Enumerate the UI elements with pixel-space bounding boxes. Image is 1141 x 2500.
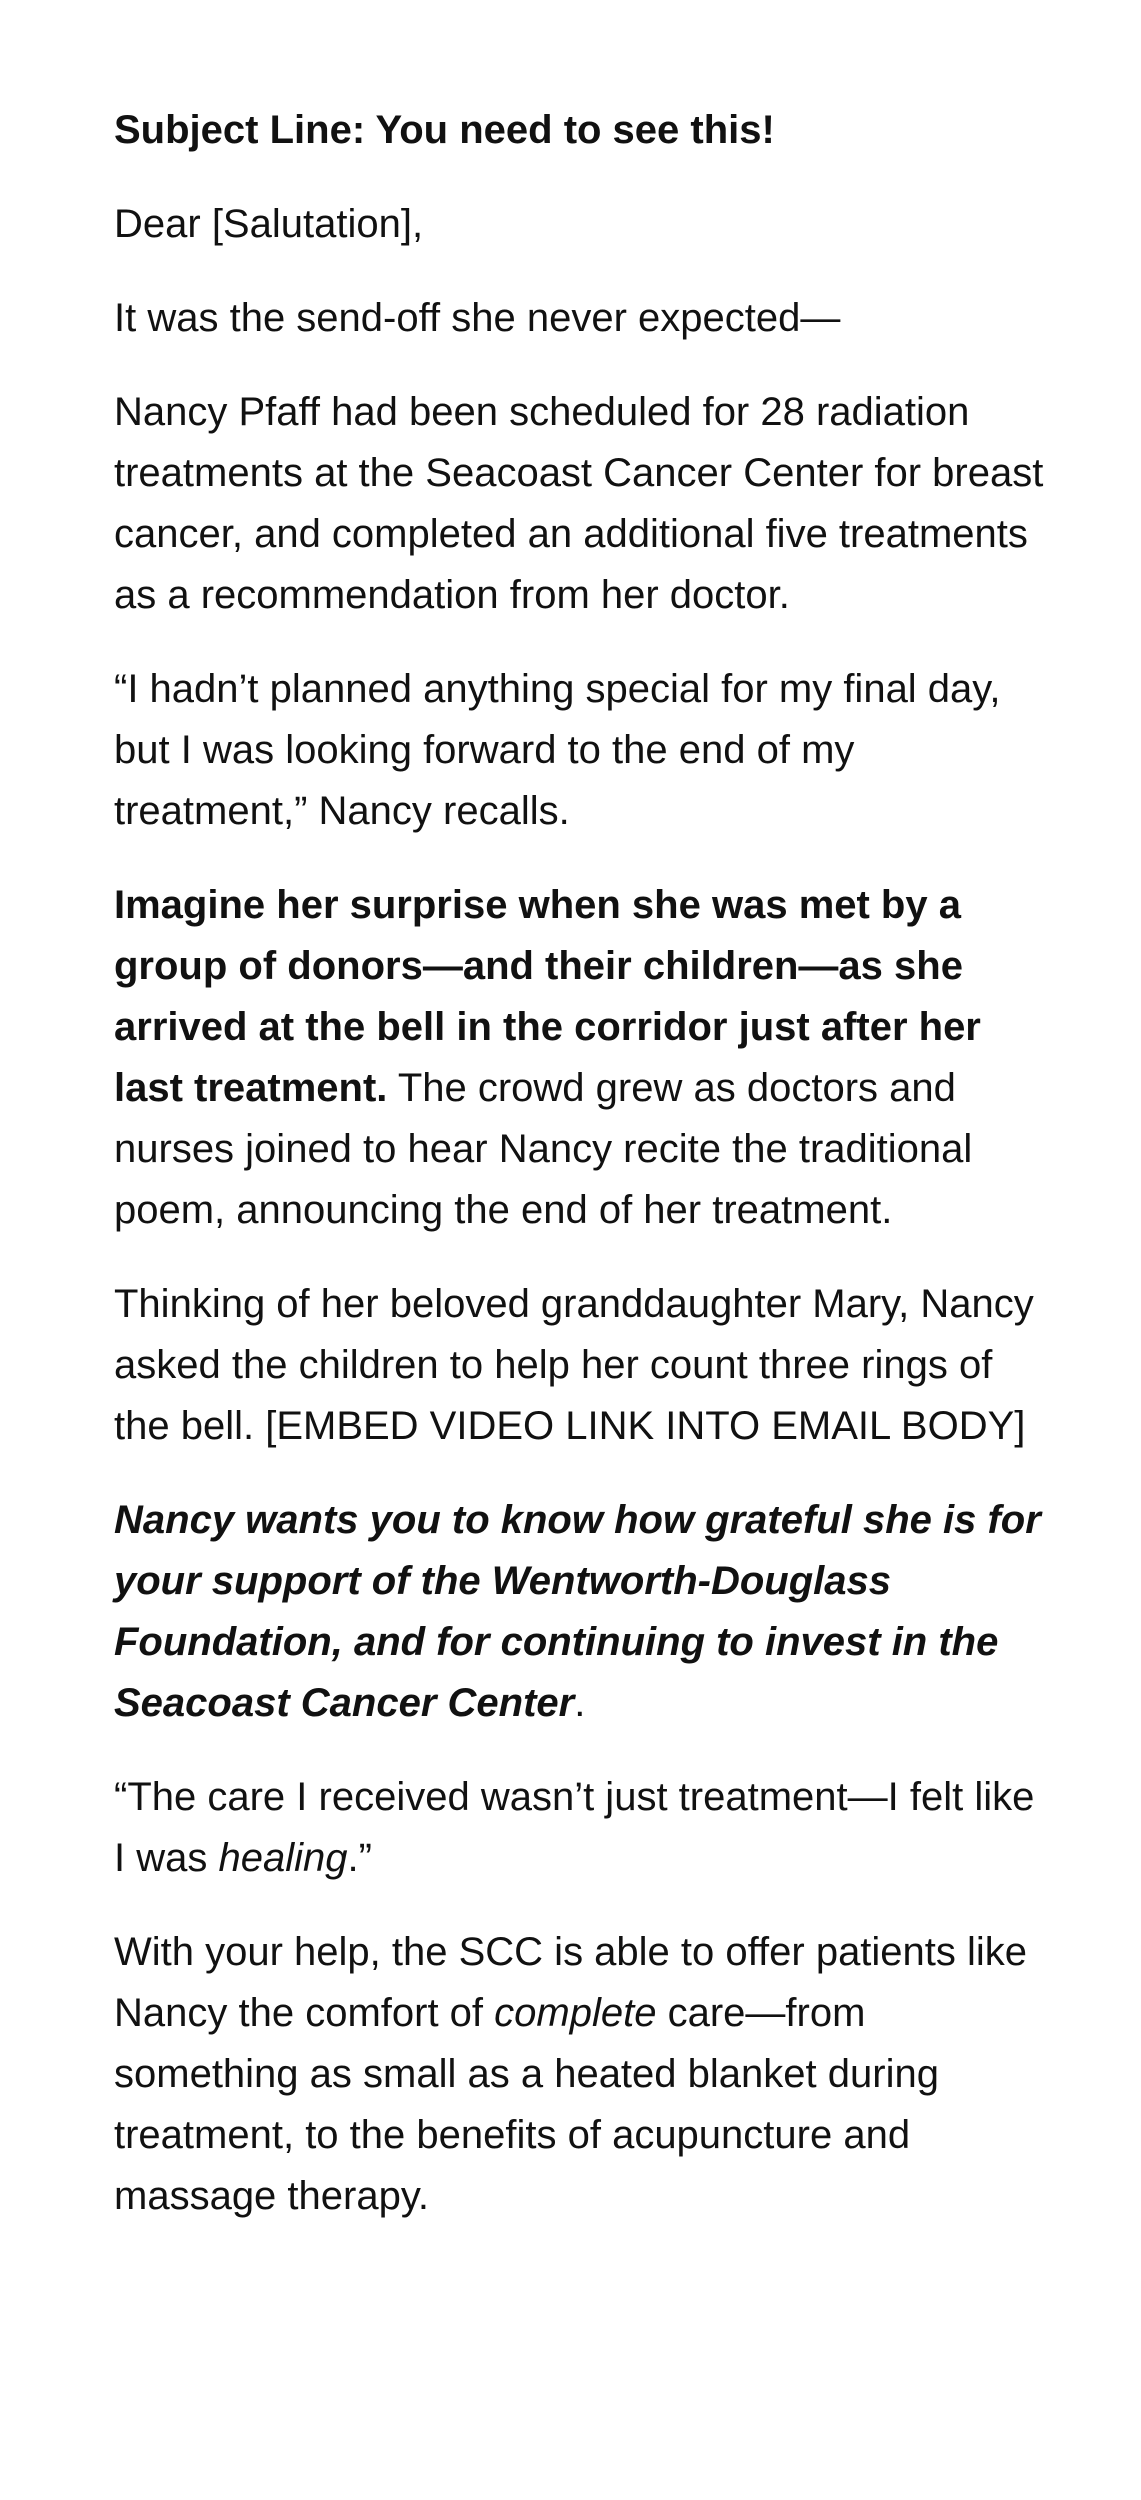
healing-word: healing [218,1836,348,1880]
subject-line [114,100,1044,161]
surprise-bold-text: Imagine her surprise when she was met by a group of donors—and their children—as she arrived at the bell in the corridor just after her last treatment. [114,883,981,1110]
paragraph-treatments: Nancy Pfaff had been scheduled for 28 radiation treatments at the Seacoast Cancer Center for breast cancer, and completed an additional five treatments as a recommendation from her doctor. [114,390,1044,617]
paragraph-quote-final-day: “I hadn’t planned anything special for my final day, but I was looking forward to the end of my treatment,” Nancy recalls. [114,667,1001,833]
complete-word: complete [494,1991,657,2035]
paragraph-complete-care [114,1922,1044,2227]
complete-care-end: care—from something as small as a heated blanket during treatment, to the benefits of acupuncture and massage therapy. [114,1991,939,2218]
paragraph-gratitude [114,1490,1044,1734]
paragraph-surprise [114,875,1044,1241]
opening-line: It was the send-off she never expected— [114,296,841,340]
gratitude-period: . [574,1681,586,1725]
surprise-rest-text: The crowd grew as doctors and nurses joined to hear Nancy recite the traditional poem, announcing the end of her treatment. [114,1066,973,1232]
paragraph-granddaughter: Thinking of her beloved granddaughter Mary, Nancy asked the children to help her count three rings of the bell. [EMBED VIDEO LINK INTO EMAIL BODY] [114,1282,1034,1448]
email-body [114,100,1044,2260]
gratitude-text: Nancy wants you to know how grateful she is for your support of the Wentworth-Douglass Foundation, and for continuing to invest in the Seacoast Cancer Center [114,1498,1041,1725]
healing-quote-start: “The care I received wasn’t just treatment—I felt like I was [114,1775,1035,1880]
paragraph-healing-quote [114,1767,1044,1889]
complete-care-start: With your help, the SCC is able to offer patients like Nancy the comfort of [114,1930,1028,2035]
healing-quote-end: .” [347,1836,372,1880]
subject-text: Subject Line: You need to see this! [114,108,775,152]
salutation: Dear [Salutation], [114,202,424,246]
